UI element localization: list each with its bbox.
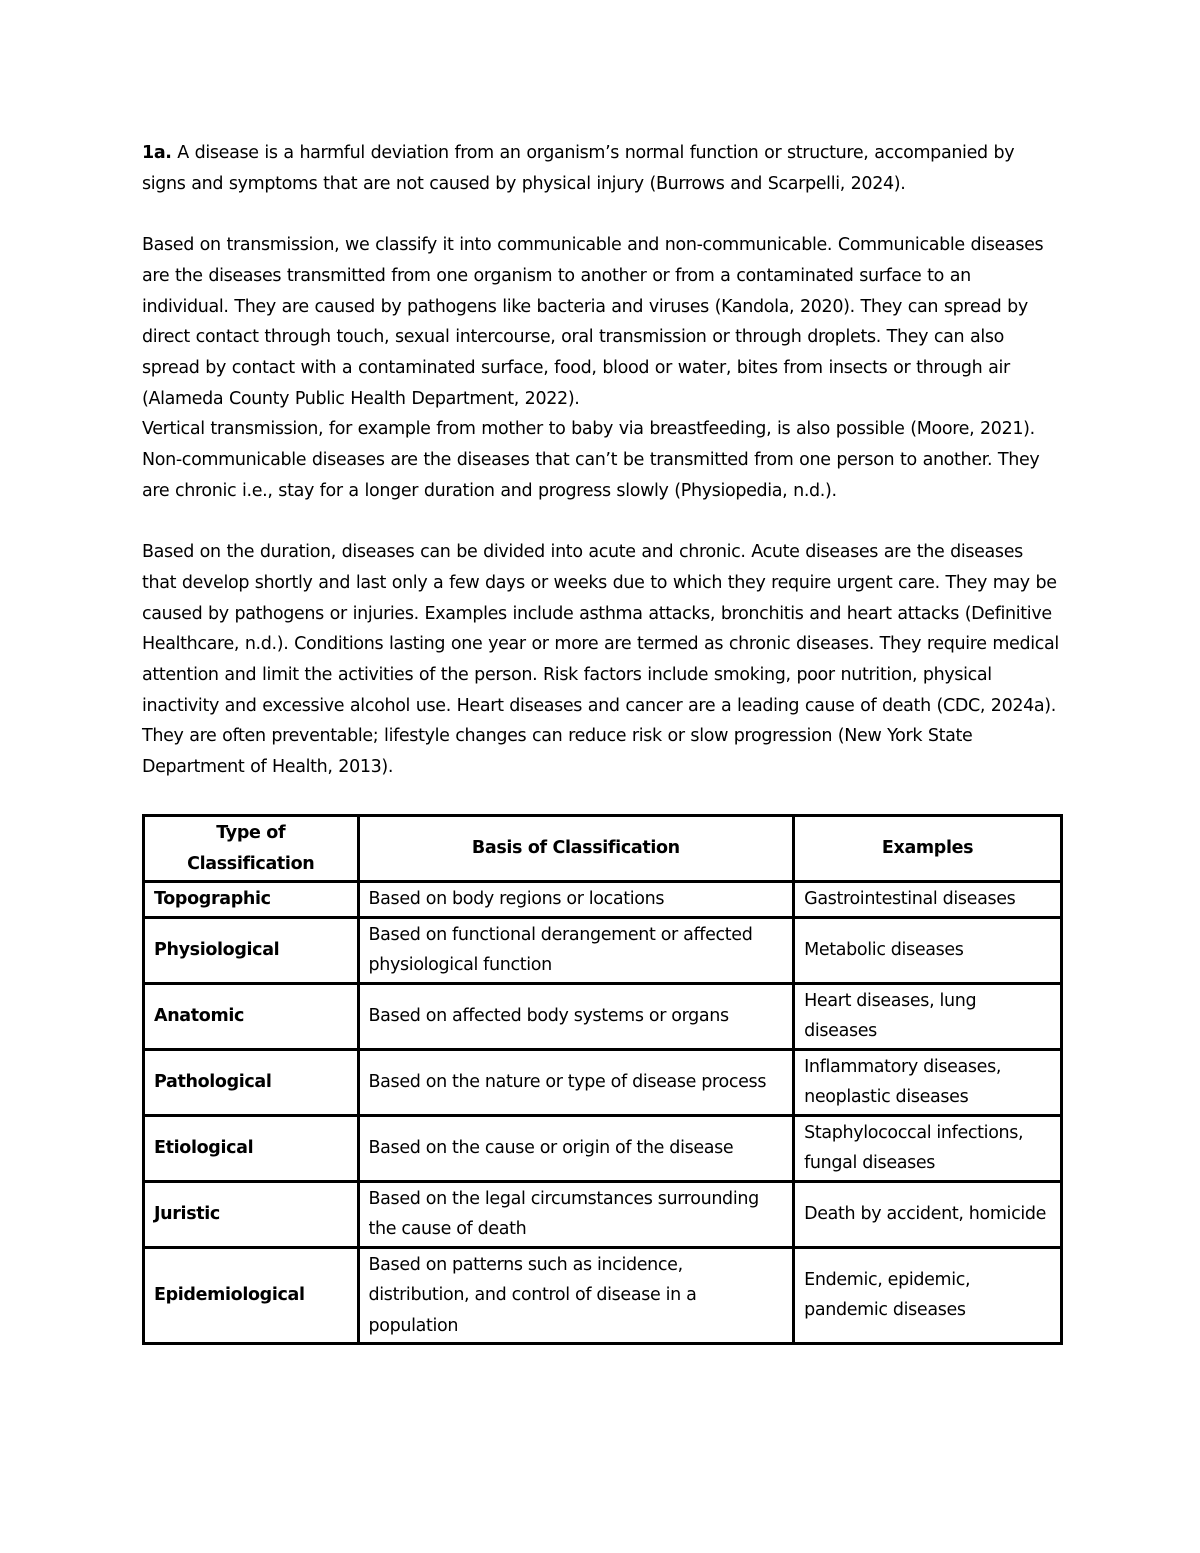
row-type: Anatomic	[144, 983, 359, 1049]
table-header-row	[144, 816, 1062, 882]
row-type: Topographic	[144, 882, 359, 918]
transmission-paragraph: Based on transmission, we classify it into communicable and non-communicable. Communicable diseases are the diseases transmitted from one organism to another or from a contaminated surface to an individual. They are caused by pathogens like bacteria and viruses (Kandola, 2020). They can spread by direct contact through touch, sexual intercourse, oral transmission or through droplets. They can also spread by contact with a contaminated surface, food, blood or water, bites from insects or through air (Alameda County Public Health Department, 2022).	[142, 235, 1044, 409]
row-type: Pathological	[144, 1049, 359, 1115]
row-basis: Based on affected body systems or organs	[358, 983, 794, 1049]
table-row	[144, 1181, 1062, 1247]
table-row	[144, 983, 1062, 1049]
header-type: Type of Classification	[144, 816, 359, 882]
header-basis: Basis of Classification	[358, 816, 794, 882]
row-basis: Based on the cause or origin of the disease	[358, 1115, 794, 1181]
row-type: Juristic	[144, 1181, 359, 1247]
row-examples: Death by accident, homicide	[794, 1181, 1062, 1247]
row-examples: Staphylococcal infections, fungal diseases	[794, 1115, 1062, 1181]
row-examples: Endemic, epidemic, pandemic diseases	[794, 1247, 1062, 1344]
row-basis: Based on patterns such as incidence, distribution, and control of disease in a population	[358, 1247, 794, 1344]
row-examples: Gastrointestinal diseases	[794, 882, 1062, 918]
header-examples: Examples	[794, 816, 1062, 882]
row-type: Epidemiological	[144, 1247, 359, 1344]
table-row	[144, 917, 1062, 983]
row-type: Physiological	[144, 917, 359, 983]
intro-text: A disease is a harmful deviation from an organism’s normal function or structure, accompanied by signs and symptoms that are not caused by physical injury (Burrows and Scarpelli, 2024).	[142, 143, 1015, 194]
row-examples: Inflammatory diseases, neoplastic diseases	[794, 1049, 1062, 1115]
intro-paragraph	[142, 138, 1062, 199]
table-row	[144, 1115, 1062, 1181]
classification-table	[142, 814, 1063, 1345]
document-body	[142, 138, 1062, 783]
table-row	[144, 1247, 1062, 1344]
table-row	[144, 882, 1062, 918]
row-type: Etiological	[144, 1115, 359, 1181]
row-basis: Based on the legal circumstances surrounding the cause of death	[358, 1181, 794, 1247]
row-basis: Based on functional derangement or affected physiological function	[358, 917, 794, 983]
row-examples: Metabolic diseases	[794, 917, 1062, 983]
row-basis: Based on body regions or locations	[358, 882, 794, 918]
section-label: 1a.	[142, 143, 172, 163]
vertical-transmission-paragraph: Vertical transmission, for example from mother to baby via breastfeeding, is also possible (Moore, 2021). Non-communicable diseases are the diseases that can’t be transmitted from one person to another. They are chronic i.e., stay for a longer duration and progress slowly (Physiopedia, n.d.).	[142, 419, 1040, 501]
row-basis: Based on the nature or type of disease process	[358, 1049, 794, 1115]
row-examples: Heart diseases, lung diseases	[794, 983, 1062, 1049]
table-row	[144, 1049, 1062, 1115]
duration-paragraph: Based on the duration, diseases can be divided into acute and chronic. Acute diseases are the diseases that develop shortly and last only a few days or weeks due to which they require urgent care. They may be caused by pathogens or injuries. Examples include asthma attacks, bronchitis and heart attacks (Definitive Healthcare, n.d.). Conditions lasting one year or more are termed as chronic diseases. They require medical attention and limit the activities of the person. Risk factors include smoking, poor nutrition, physical inactivity and excessive alcohol use. Heart diseases and cancer are a leading cause of death (CDC, 2024a). They are often preventable; lifestyle changes can reduce risk or slow progression (New York State Department of Health, 2013).	[142, 542, 1059, 778]
